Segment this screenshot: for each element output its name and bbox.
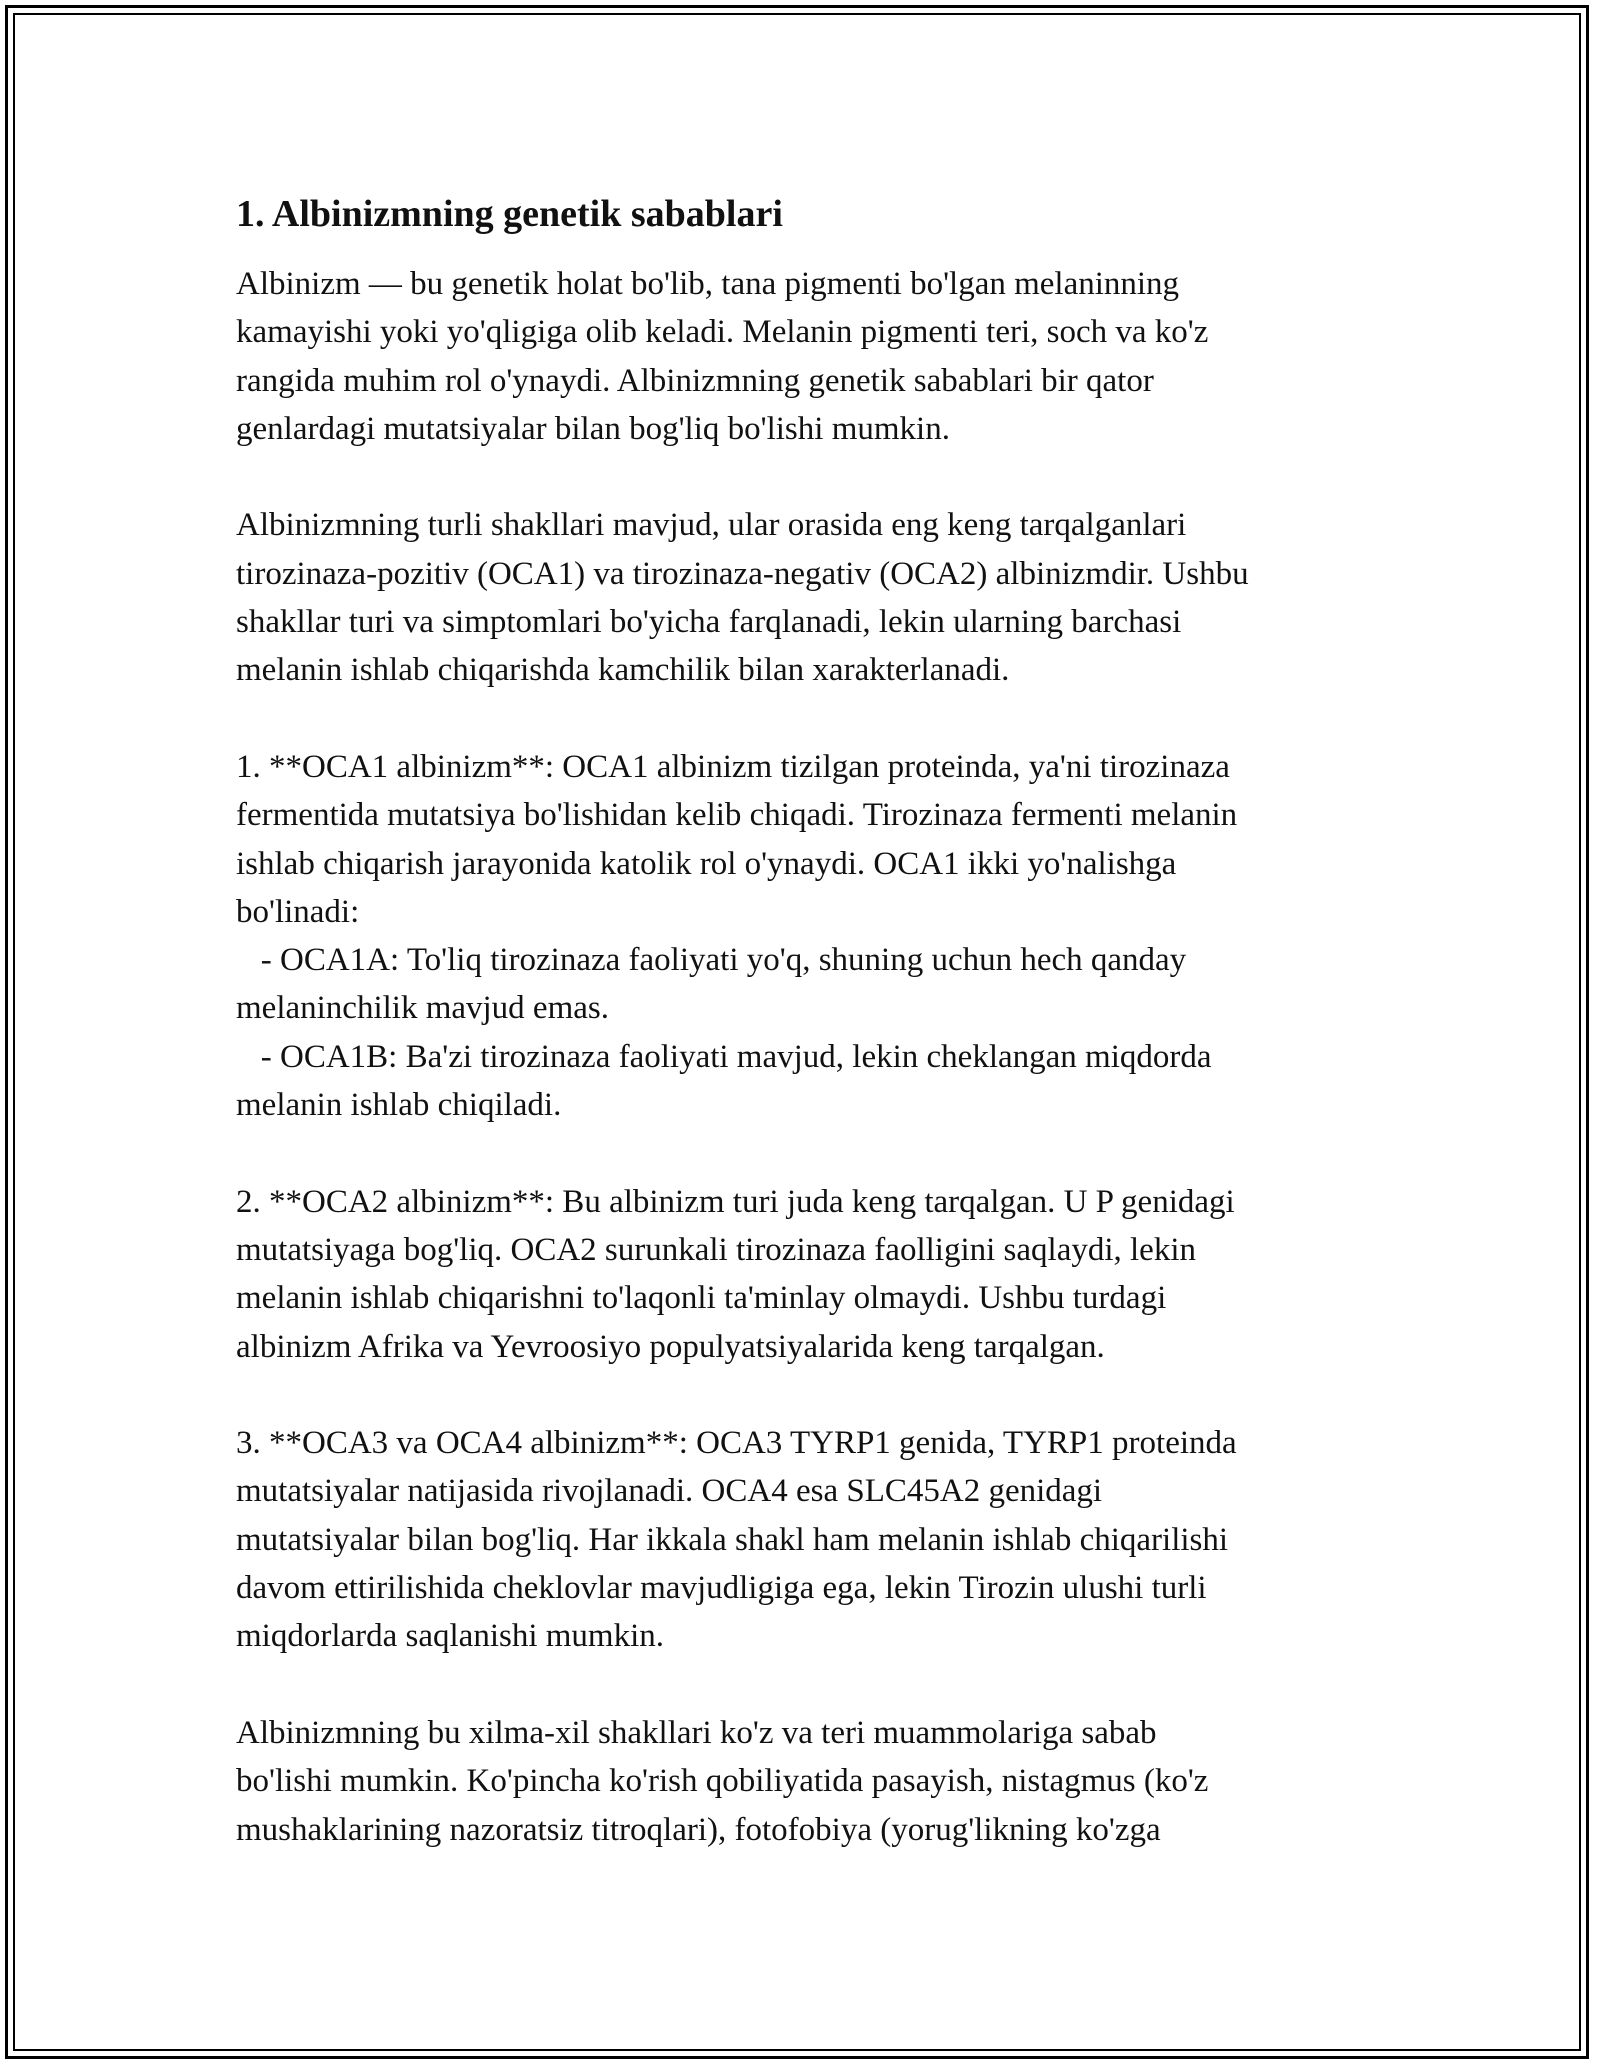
document-body: Albinizm — bu genetik holat bo'lib, tana pigmenti bo'lgan melaninning kamayishi yoki yo'qligiga olib keladi. Melanin pigmenti teri, soch va ko'z rangida muhim rol o'ynaydi. Albinizmning genetik sabablari bir qator genlardagi mutatsiyalar bilan bog'liq bo'lishi mumkin. Albinizmning turli shakllari mavjud, ular orasida eng keng tarqalganlari tirozinaza-pozitiv (OCA1) va tirozinaza-negativ (OCA2) albinizmdir. Ushbu shakllar turi va simptomlari bo'yicha farqlanadi, lekin ularning barchasi melanin ishlab chiqarishda kamchilik bilan xarakterlanadi. 1. **OCA1 albinizm**: OCA1 albinizm tizilgan proteinda, ya'ni tirozinaza fermentida mutatsiya bo'lishidan kelib chiqadi. Tirozinaza fermenti melanin ishlab chiqarish jarayonida katolik rol o'ynaydi. OCA1 ikki yo'nalishga bo'linadi: - OCA1A: To'liq tirozinaza faoliyati yo'q, shuning uchun hech qanday melaninchilik mavjud emas. - OCA1B: Ba'zi tirozinaza faoliyati mavjud, lekin cheklangan miqdorda melanin ishlab chiqiladi. 2. **OCA2 albinizm**: Bu albinizm turi juda keng tarqalgan. U P genidagi mutatsiyaga bog'liq. OCA2 surunkali tirozinaza faolligini saqlaydi, lekin melanin ishlab chiqarishni to'laqonli ta'minlay olmaydi. Ushbu turdagi albinizm Afrika va Yevroosiyo populyatsiyalarida keng tarqalgan. 3. **OCA3 va OCA4 albinizm**: OCA3 TYRP1 genida, TYRP1 proteinda mutatsiyalar natijasida rivojlanadi. OCA4 esa SLC45A2 genidagi mutatsiyalar bilan bog'liq. Har ikkala shakl ham melanin ishlab chiqarilishi davom ettirilishida cheklovlar mavjudligiga ega, lekin Tirozin ulushi turli miqdorlarda saqlanishi mumkin. Albinizmning bu xilma-xil shakllari ko'z va teri muammolariga sabab bo'lishi mumkin. Ko'pincha ko'rish qobiliyatida pasayish, nistagmus (ko'z mushaklarining nazoratsiz titroqlari), fotofobiya (yorug'likning ko'zga: [236, 266, 1249, 1848]
page-title: 1. Albinizmning genetik sabablari: [236, 193, 783, 235]
document-content: [236, 190, 1376, 1854]
